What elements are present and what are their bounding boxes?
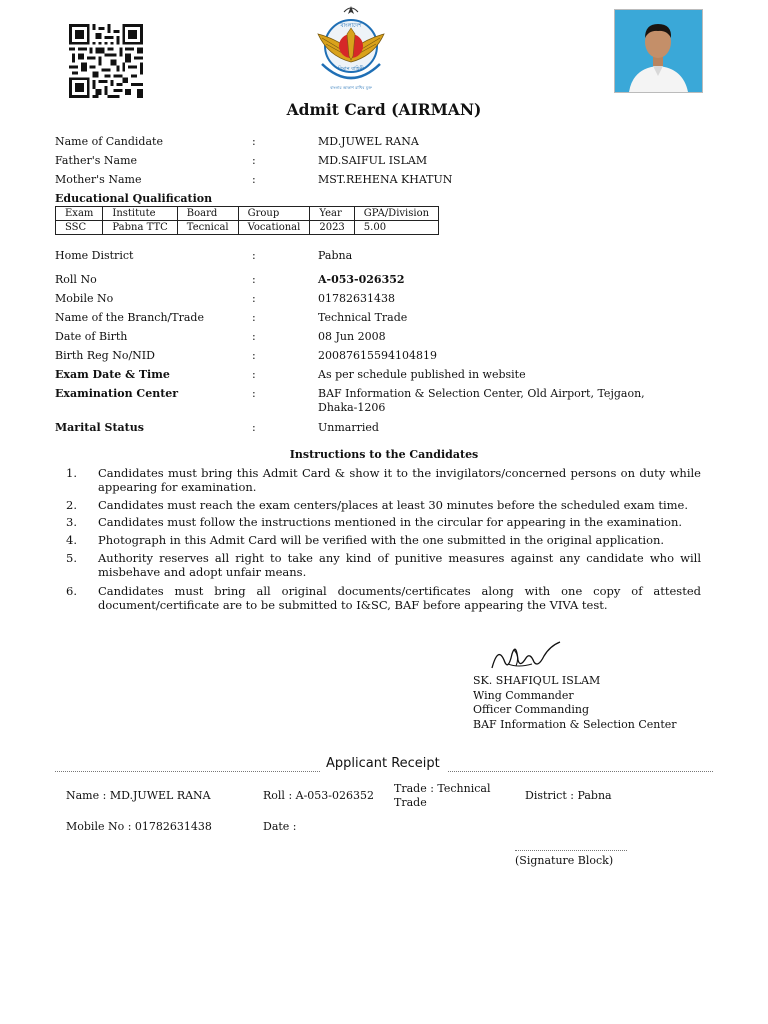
divider: [55, 771, 320, 772]
colon: :: [252, 349, 256, 362]
list-item-text: Candidates must bring all original documents/certificates along with one copy of attested document/certificate are to be submitted to I&SC, BAF before appearing the VIVA test.: [98, 584, 701, 612]
list-item-text: Candidates must follow the instructions mentioned in the circular for appearing in the examination.: [98, 515, 683, 529]
signatory-role: Officer Commanding: [473, 703, 590, 716]
colon: :: [252, 330, 256, 343]
signatory-org: BAF Information & Selection Center: [473, 717, 677, 731]
table-header-cell: Group: [238, 207, 310, 221]
colon: :: [252, 249, 256, 262]
emblem-motto: বাংলার আকাশ রাখিব মুক্ত: [330, 85, 372, 90]
colon: :: [252, 421, 256, 434]
exam-center-label: Examination Center: [55, 387, 179, 400]
marital-status-label: Marital Status: [55, 421, 144, 434]
exam-center-value-line1: BAF Information & Selection Center, Old Airport, Tejgaon,: [318, 387, 645, 400]
air-force-emblem-icon: [314, 4, 388, 94]
table-header-cell: Board: [177, 207, 238, 221]
home-district-label: Home District: [55, 249, 134, 262]
table-row: [56, 221, 439, 235]
list-item-text: Candidates must bring this Admit Card & show it to the invigilators/concerned persons on duty while appearing for examination.: [98, 466, 701, 494]
colon: :: [252, 387, 256, 400]
candidate-name-label: Name of Candidate: [55, 135, 163, 148]
receipt-trade-line1: Trade : Technical: [394, 782, 491, 795]
receipt-mobile: Mobile No : 01782631438: [66, 820, 212, 833]
table-cell: SSC: [56, 221, 103, 235]
list-item-number: 3.: [66, 515, 77, 529]
mobile-label: Mobile No: [55, 292, 114, 305]
mobile-value: 01782631438: [318, 292, 395, 305]
table-cell: 5.00: [354, 221, 438, 235]
roll-no-label: Roll No: [55, 273, 97, 286]
page-title: Admit Card (AIRMAN): [286, 100, 482, 119]
dob-label: Date of Birth: [55, 330, 128, 343]
marital-status-value: Unmarried: [318, 421, 379, 434]
list-item-number: 1.: [66, 466, 77, 480]
list-item-number: 5.: [66, 551, 77, 565]
receipt-trade-line2: Trade: [394, 796, 427, 809]
list-item-number: 4.: [66, 533, 77, 547]
table-header-row: [56, 207, 439, 221]
colon: :: [252, 135, 256, 148]
emblem-text-bottom: বিমান বাহিনী: [338, 66, 364, 72]
table-header-cell: Institute: [103, 207, 177, 221]
education-heading: Educational Qualification: [55, 192, 213, 205]
signatory-name: SK. SHAFIQUL ISLAM: [473, 674, 601, 687]
signatory-rank: Wing Commander: [473, 688, 574, 702]
education-table: [55, 206, 439, 235]
table-header-cell: GPA/Division: [354, 207, 438, 221]
branch-value: Technical Trade: [318, 311, 408, 324]
instructions-title: Instructions to the Candidates: [289, 448, 479, 461]
list-item-number: 2.: [66, 498, 77, 512]
table-cell: Tecnical: [177, 221, 238, 235]
receipt-roll: Roll : A-053-026352: [263, 789, 375, 802]
signatory-block: [473, 674, 677, 732]
avatar-icon: [615, 10, 702, 92]
qr-code-icon: [66, 24, 146, 98]
table-header-cell: Year: [310, 207, 354, 221]
receipt-district: District : Pabna: [525, 789, 612, 802]
signature-block-label: (Signature Block): [515, 854, 614, 867]
colon: :: [252, 368, 256, 381]
candidate-photo: [614, 9, 703, 93]
colon: :: [252, 273, 256, 286]
nid-value: 20087615594104819: [318, 349, 437, 362]
father-name-value: MD.SAIFUL ISLAM: [318, 154, 428, 167]
signature-line: [515, 850, 627, 851]
exam-center-value-line2: Dhaka-1206: [318, 401, 386, 414]
receipt-title: Applicant Receipt: [326, 756, 440, 771]
list-item-text: Photograph in this Admit Card will be verified with the one submitted in the original application.: [98, 533, 665, 547]
nid-label: Birth Reg No/NID: [55, 349, 155, 362]
table-cell: Pabna TTC: [103, 221, 177, 235]
receipt-name: Name : MD.JUWEL RANA: [66, 789, 211, 802]
emblem-text-top: বাংলাদেশ: [340, 23, 362, 29]
list-item-text: Authority reserves all right to take any kind of punitive measures against any candidate who will misbehave and adopt unfair means.: [98, 551, 701, 579]
signature-scribble-icon: [488, 638, 564, 676]
table-header-cell: Exam: [56, 207, 103, 221]
colon: :: [252, 292, 256, 305]
mother-name-label: Mother's Name: [55, 173, 142, 186]
dob-value: 08 Jun 2008: [318, 330, 386, 343]
colon: :: [252, 311, 256, 324]
branch-label: Name of the Branch/Trade: [55, 311, 204, 324]
list-item-text: Candidates must reach the exam centers/places at least 30 minutes before the scheduled exam time.: [98, 498, 689, 512]
exam-date-value: As per schedule published in website: [318, 368, 526, 381]
colon: :: [252, 173, 256, 186]
divider: [448, 771, 713, 772]
candidate-name-value: MD.JUWEL RANA: [318, 135, 419, 148]
roll-no-value: A-053-026352: [318, 273, 405, 286]
receipt-date: Date :: [263, 820, 297, 833]
father-name-label: Father's Name: [55, 154, 138, 167]
table-cell: 2023: [310, 221, 354, 235]
table-cell: Vocational: [238, 221, 310, 235]
exam-date-label: Exam Date & Time: [55, 368, 170, 381]
home-district-value: Pabna: [318, 249, 353, 262]
colon: :: [252, 154, 256, 167]
list-item-number: 6.: [66, 584, 77, 598]
mother-name-value: MST.REHENA KHATUN: [318, 173, 453, 186]
